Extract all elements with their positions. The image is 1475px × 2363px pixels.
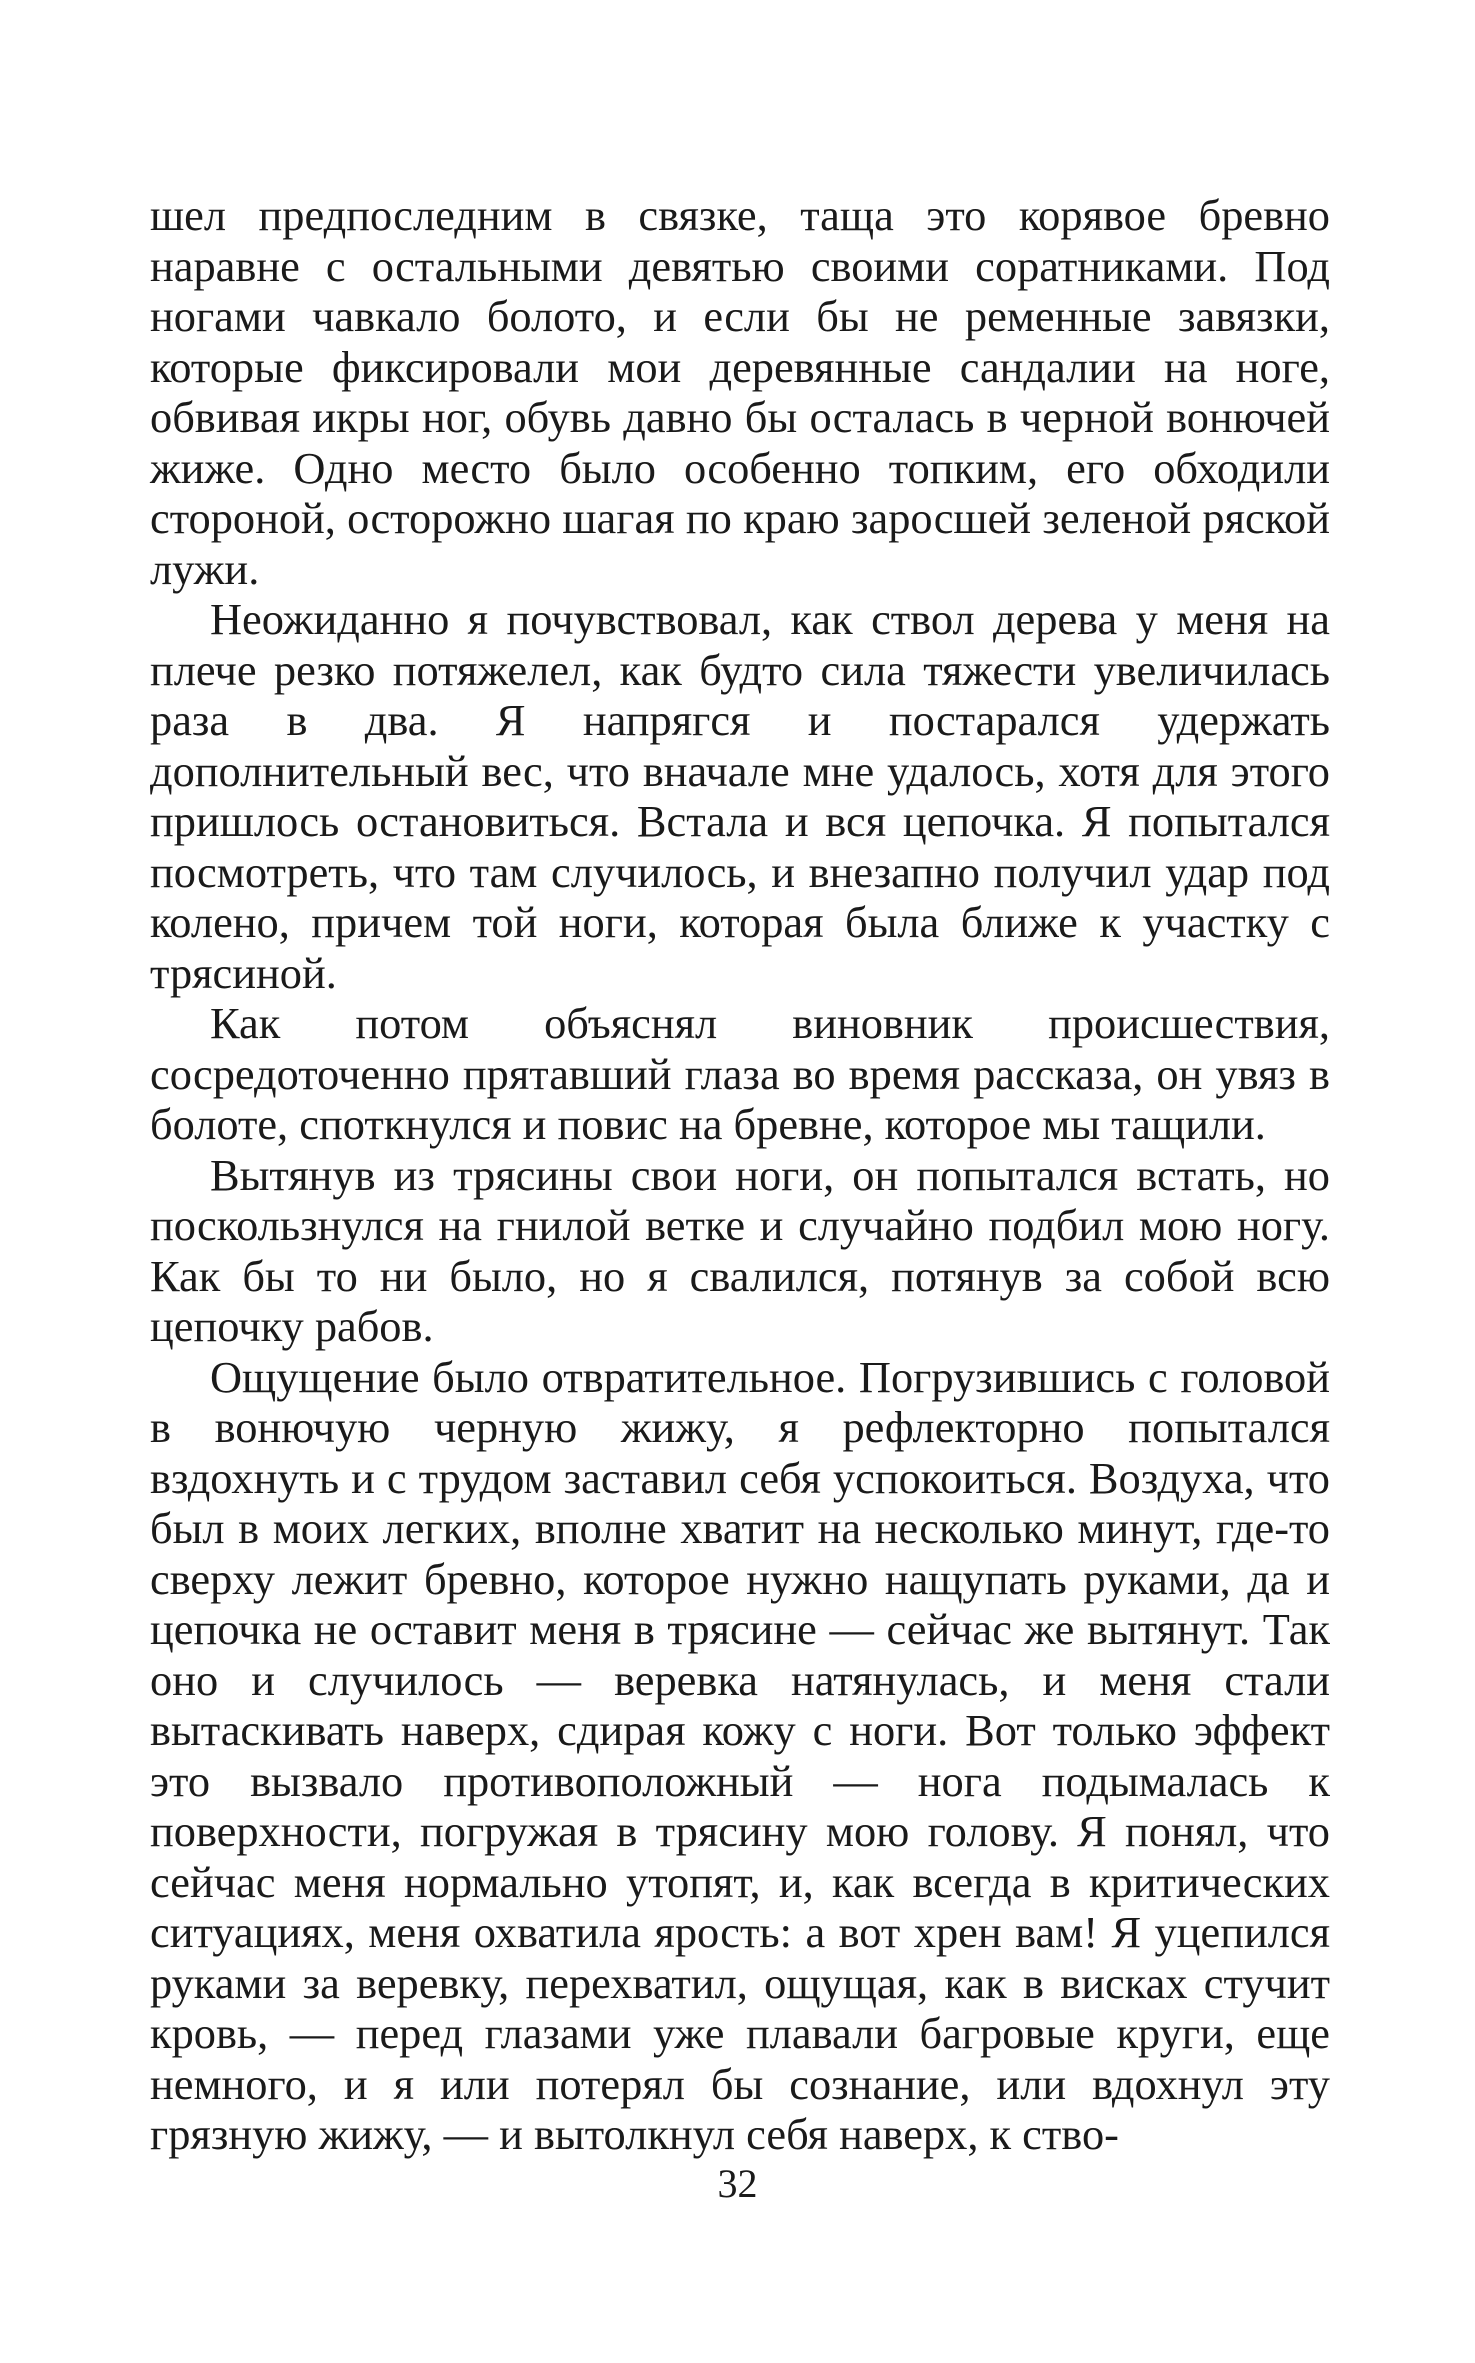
page-number: 32	[717, 2161, 758, 2206]
paragraph-5: Ощущение было отвратительное. Погрузившись с головой в вонючую черную жижу, я рефлекторно попытался вздохнуть и с трудом заставил себя успокоиться. Воздуха, что был в моих легких, вполне хватит на несколько минут, где-то сверху лежит бревно, которое нужно нащупать руками, да и цепочка не оставит меня в трясине — сейчас же вытянут. Так оно и случилось — веревка натянулась, и меня стали вытаскивать наверх, сдирая кожу с ноги. Вот только эффект это вызвало противоположный — нога подымалась к поверхности, погружая в трясину мою голову. Я понял, что сейчас меня нормально утопят, и, как всегда в критических ситуациях, меня охватила ярость: а вот хрен вам! Я уцепился руками за веревку, перехватил, ощущая, как в висках стучит кровь, — перед глазами уже плавали багровые круги, еще немного, и я или потерял бы сознание, или вдохнул эту грязную жижу, — и вытолкнул себя наверх, к ство-	[150, 1351, 1330, 2159]
page-text	[150, 190, 1330, 2160]
paragraph-3: Как потом объяснял виновник происшествия, сосредоточенно прятавший глаза во время рассказа, он увяз в болоте, споткнулся и повис на бревне, которое мы тащили.	[150, 998, 1330, 1149]
paragraph-1: шел предпоследним в связке, таща это корявое бревно наравне с остальными девятью своими соратниками. Под ногами чавкало болото, и если бы не ременные завязки, которые фиксировали мои деревянные сандалии на ноге, обвивая икры ног, обувь давно бы осталась в черной вонючей жиже. Одно место было особенно топким, его обходили стороной, осторожно шагая по краю заросшей зеленой ряской лужи.	[150, 190, 1330, 594]
paragraph-2: Неожиданно я почувствовал, как ствол дерева у меня на плече резко потяжелел, как будто сила тяжести увеличилась раза в два. Я напрягся и постарался удержать дополнительный вес, что вначале мне удалось, хотя для этого пришлось остановиться. Встала и вся цепочка. Я попытался посмотреть, что там случилось, и внезапно получил удар под колено, причем той ноги, которая была ближе к участку с трясиной.	[150, 594, 1330, 998]
paragraph-4: Вытянув из трясины свои ноги, он попытался встать, но поскользнулся на гнилой ветке и случайно подбил мою ногу. Как бы то ни было, но я свалился, потянув за собой всю цепочку рабов.	[150, 1149, 1330, 1351]
